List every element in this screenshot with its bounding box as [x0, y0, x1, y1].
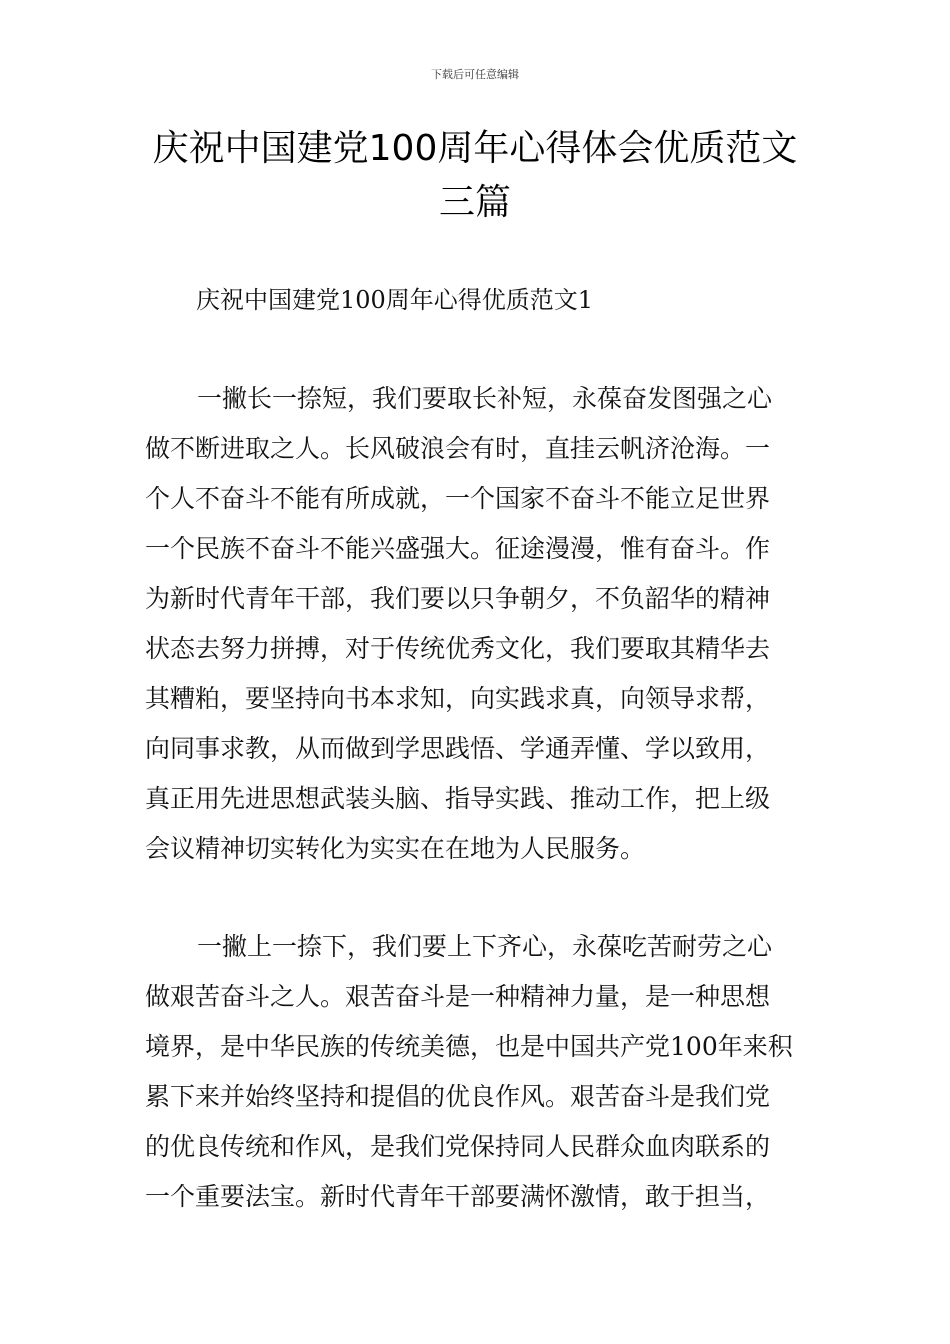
paragraph-line: 境界，是中华民族的传统美德，也是中国共产党100年来积: [145, 1032, 793, 1061]
paragraph-line: 状态去努力拼搏，对于传统优秀文化，我们要取其精华去: [145, 634, 771, 663]
paragraph-line: 累下来并始终坚持和提倡的优良作风。艰苦奋斗是我们党: [145, 1082, 771, 1111]
document-title: [120, 122, 830, 230]
section-title: 庆祝中国建党100周年心得优质范文1: [196, 286, 594, 314]
paragraph-line: 其糟粕，要坚持向书本求知，向实践求真，向领导求帮，: [145, 684, 771, 713]
paragraph-line: 向同事求教，从而做到学思践悟、学通弄懂、学以致用，: [145, 734, 771, 763]
header-note: 下载后可任意编辑: [431, 68, 519, 81]
paragraph: [145, 922, 825, 1222]
paragraph-line: 做艰苦奋斗之人。艰苦奋斗是一种精神力量，是一种思想: [145, 982, 771, 1011]
paragraph-line: 一撇长一捺短，我们要取长补短，永葆奋发图强之心: [197, 384, 773, 413]
paragraph-line: 的优良传统和作风，是我们党保持同人民群众血肉联系的: [145, 1132, 771, 1161]
paragraph-line: 为新时代青年干部，我们要以只争朝夕，不负韶华的精神: [145, 584, 771, 613]
paragraph-line: 一个重要法宝。新时代青年干部要满怀激情，敢于担当，: [145, 1182, 771, 1211]
paragraph-line: 真正用先进思想武装头脑、指导实践、推动工作，把上级: [145, 784, 771, 813]
title-line: 庆祝中国建党100周年心得体会优质范文: [152, 128, 798, 169]
paragraph: [145, 374, 825, 874]
paragraph-line: 一个民族不奋斗不能兴盛强大。征途漫漫，惟有奋斗。作: [145, 534, 771, 563]
title-line: 三篇: [438, 182, 511, 223]
paragraph-line: 个人不奋斗不能有所成就，一个国家不奋斗不能立足世界: [145, 484, 771, 513]
paragraph-line: 做不断进取之人。长风破浪会有时，直挂云帆济沧海。一: [145, 434, 771, 463]
paragraph-line: 会议精神切实转化为实实在在地为人民服务。: [145, 834, 646, 863]
paragraph-line: 一撇上一捺下，我们要上下齐心，永葆吃苦耐劳之心: [197, 932, 773, 961]
